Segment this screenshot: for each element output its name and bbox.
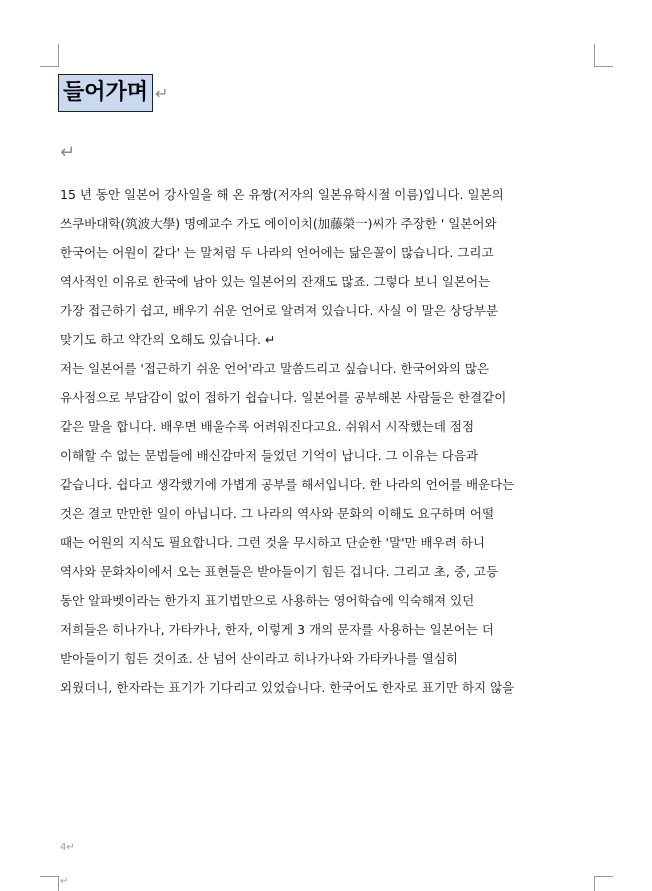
text-line: 이해할 수 없는 문법들에 배신감마저 들었던 기억이 납니다. 그 이유는 다음과 (60, 448, 479, 463)
text-line: 15 년 동안 일본어 강사일을 해 온 유짱(저자의 일본유학시절 이름)입니다. 일본의 (60, 187, 504, 202)
text-line: 같은 말을 합니다. 배우면 배울수록 어려워진다고요. 쉬워서 시작했는데 점점 (60, 419, 475, 434)
page-number: 4↵ (60, 842, 75, 853)
bottom-paragraph-mark-icon: ↵ (60, 876, 69, 887)
text-line: 쓰쿠바대학(筑波大學) 명예교수 가도 에이이치(加藤榮一)씨가 주장한 ' 일본어와 (60, 216, 497, 231)
text-line: 역사와 문화차이에서 오는 표현들은 받아들이기 힘든 겁니다. 그리고 초, 중, 고등 (60, 564, 499, 579)
heading-paragraph (58, 74, 168, 112)
crop-mark-top-right (594, 44, 613, 67)
selected-heading-title[interactable]: 들어가며 (58, 74, 153, 112)
text-line: 역사적인 이유로 한국에 남아 있는 일본어의 잔재도 많죠. 그렇다 보니 일본어는 (60, 274, 491, 289)
text-line: 같습니다. 쉽다고 생각했기에 가볍게 공부를 해서입니다. 한 나라의 언어를 배운다는 (60, 477, 515, 492)
text-line: 한국어는 어원이 같다' 는 말처럼 두 나라의 언어에는 닮은꼴이 많습니다. 그리고 (60, 245, 494, 260)
body-text[interactable] (60, 180, 600, 702)
paragraph-mark-icon: ↵ (60, 142, 76, 163)
text-line: 유사점으로 부담감이 없이 접하기 쉽습니다. 일본어를 공부해본 사람들은 한결같이 (60, 390, 507, 405)
text-line: 맞기도 하고 약간의 오해도 있습니다. ↵ (60, 332, 276, 347)
crop-mark-top-left (40, 44, 59, 67)
text-line: 동안 알파벳이라는 한가지 표기법만으로 사용하는 영어학습에 익숙해져 있던 (60, 593, 475, 608)
text-line: 받아들이기 힘든 것이죠. 산 넘어 산이라고 히나가나와 가타카나를 열심히 (60, 651, 459, 666)
text-line: 저희들은 히나가나, 가타카나, 한자, 이렇게 3 개의 문자를 사용하는 일본어는 더 (60, 622, 494, 637)
text-line: 때는 어원의 지식도 필요합니다. 그런 것을 무시하고 단순한 '말'만 배우려 하니 (60, 535, 485, 550)
text-line: 저는 일본어를 '접근하기 쉬운 언어'라고 말씀드리고 싶습니다. 한국어와의 많은 (60, 361, 490, 376)
paragraph-mark-icon: ↵ (155, 83, 169, 103)
text-line: 외웠더니, 한자라는 표기가 기다리고 있었습니다. 한국어도 한자로 표기만 하지 않을 (60, 680, 515, 695)
text-line: 가장 접근하기 쉽고, 배우기 쉬운 언어로 알려져 있습니다. 사실 이 말은 상당부분 (60, 303, 499, 318)
empty-paragraph (60, 142, 75, 163)
text-line: 것은 결코 만만한 일이 아닙니다. 그 나라의 역사와 문화의 이해도 요구하며 어떨 (60, 506, 495, 521)
